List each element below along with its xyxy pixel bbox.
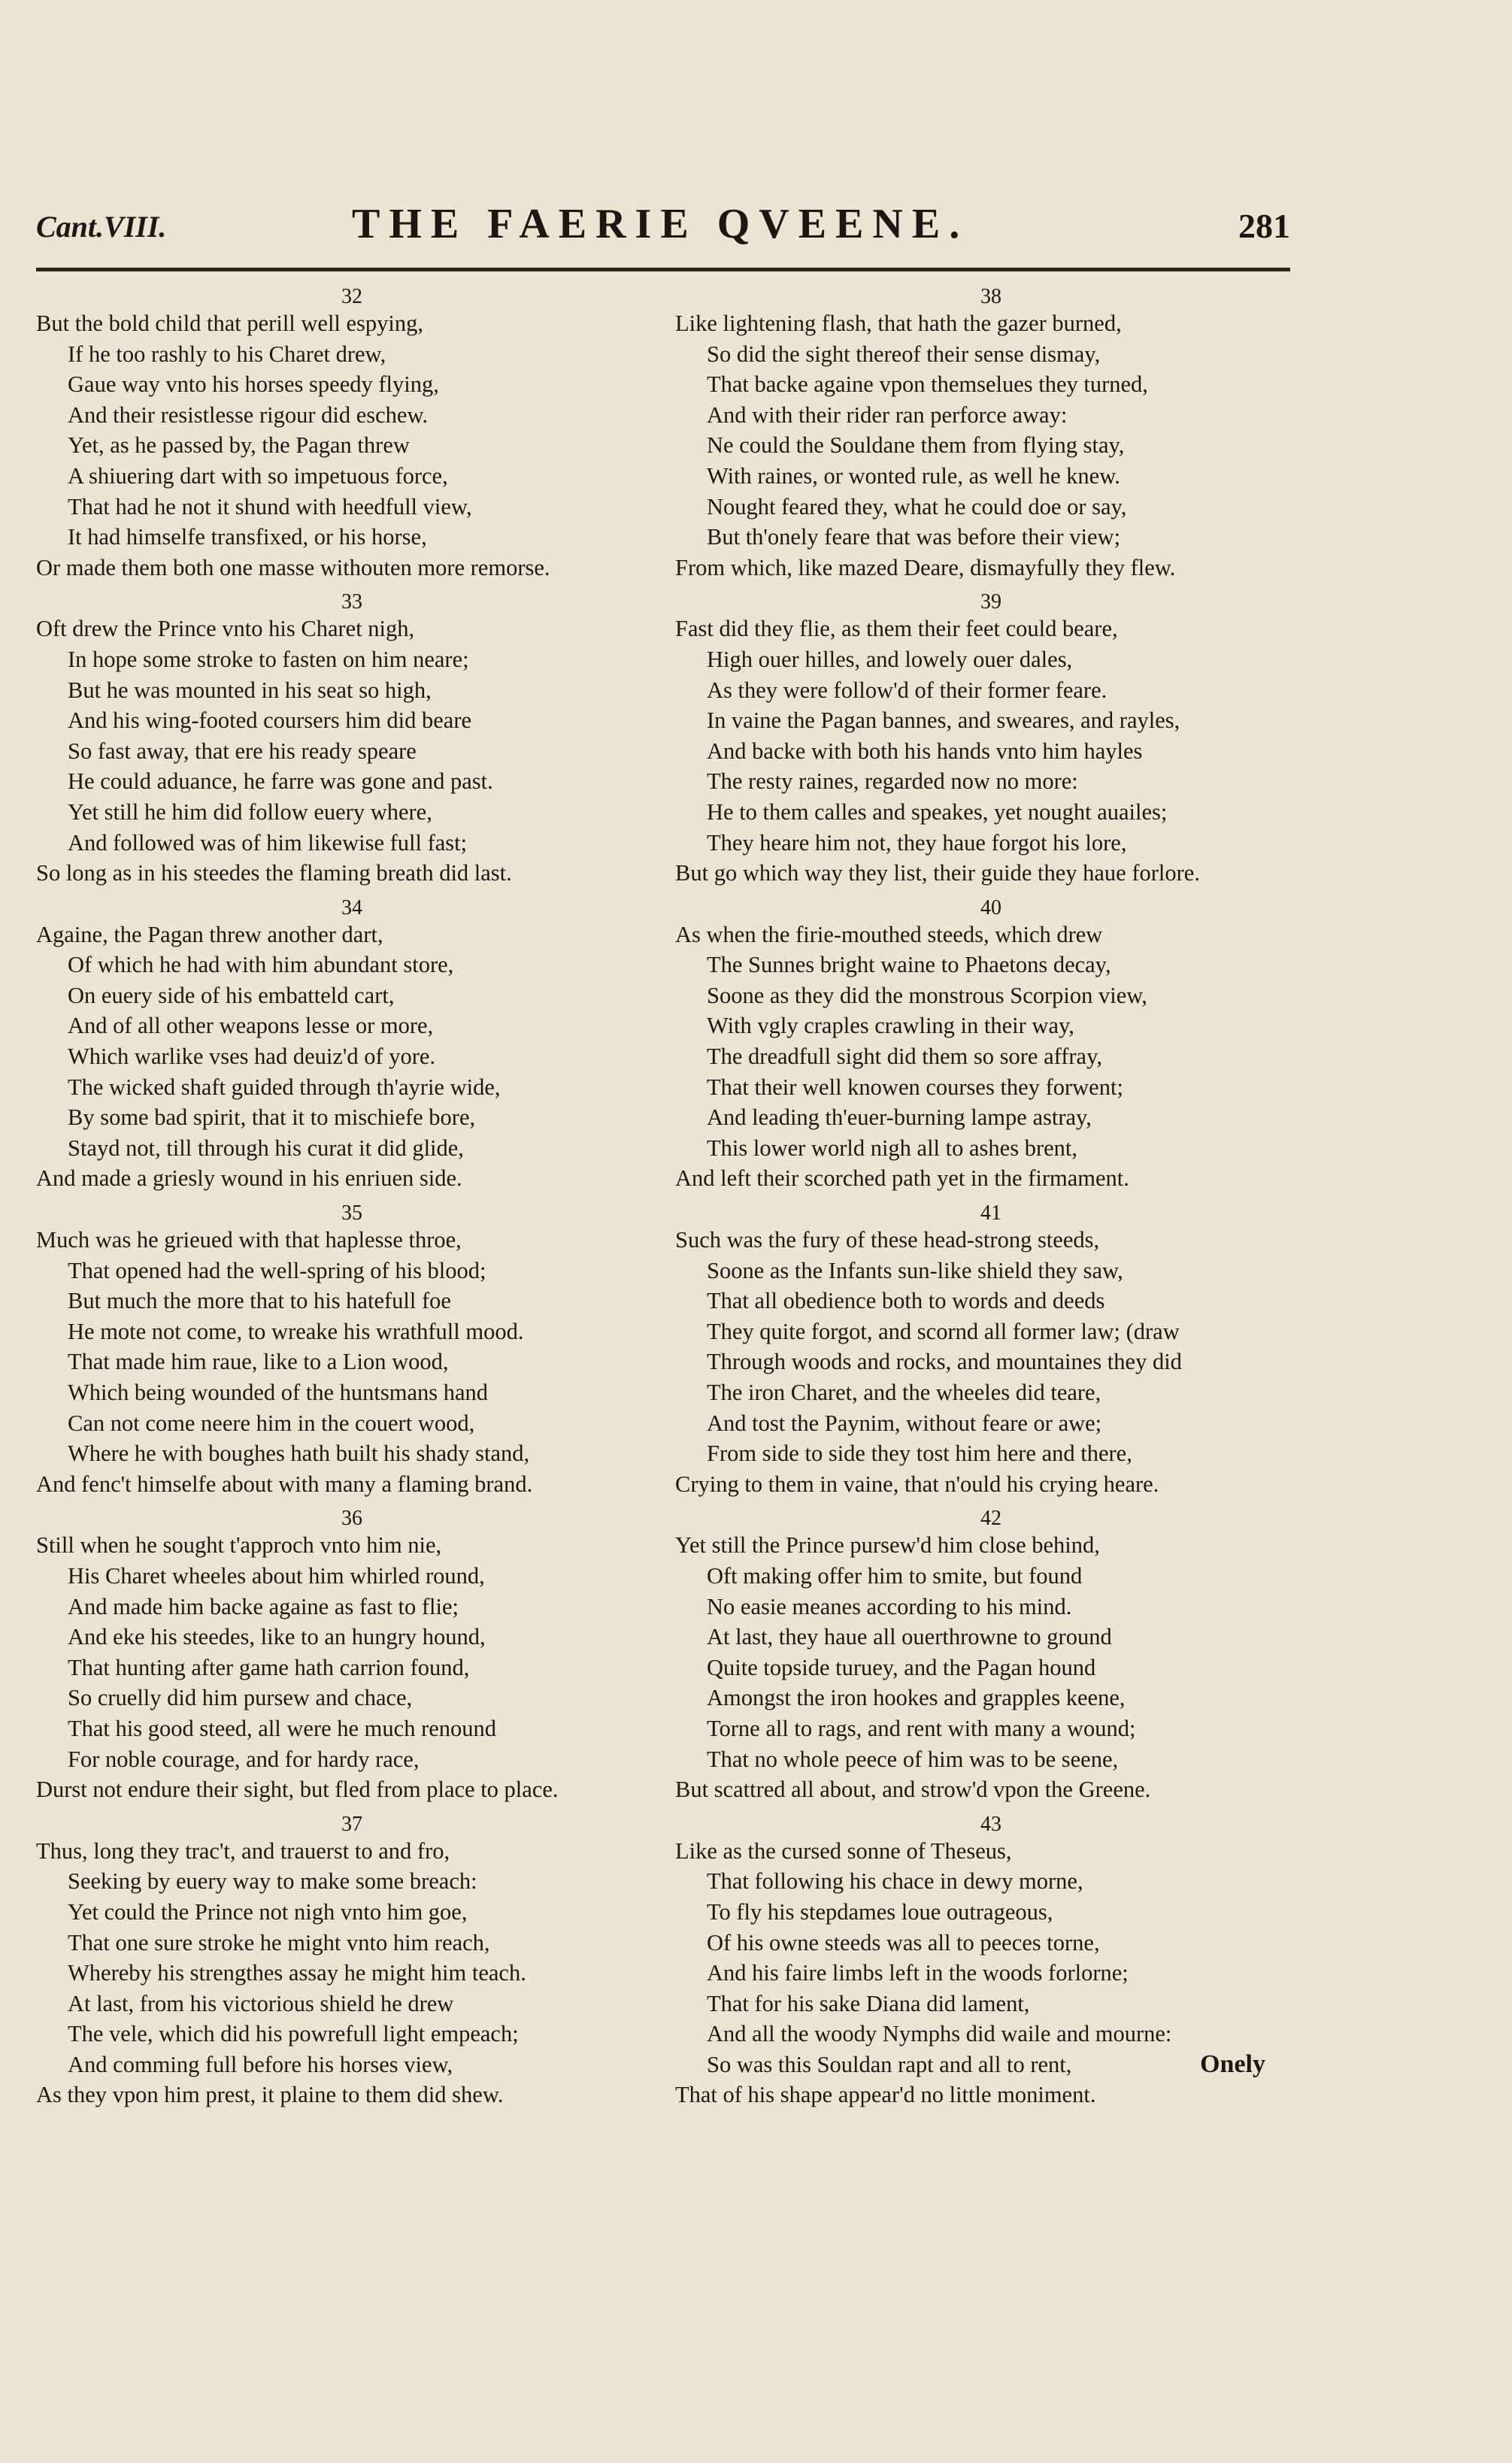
stanza — [36, 591, 668, 888]
verse-line: By some bad spirit, that it to mischiefe bore, — [68, 1104, 476, 1131]
verse-line: That their well knowen courses they forwent; — [707, 1074, 1123, 1100]
verse-line: That had he not it shund with heedfull view, — [68, 493, 472, 520]
verse-line: But th'onely feare that was before their view; — [707, 524, 1121, 550]
verse-line: So cruelly did him pursew and chace, — [68, 1685, 413, 1711]
verse-line: At last, from his victorious shield he drew — [68, 1990, 454, 2016]
verse-line: Fast did they flie, as them their feet could beare, — [675, 616, 1118, 642]
verse-line: Quite topside turuey, and the Pagan hound — [707, 1654, 1096, 1680]
stanza-number: 43 — [980, 1812, 1001, 1836]
verse-line: With raines, or wonted rule, as well he knew. — [707, 462, 1120, 489]
verse-line: And their resistlesse rigour did eschew. — [68, 401, 429, 428]
verse-line: In hope some stroke to fasten on him neare; — [68, 646, 469, 672]
verse-line: Of which he had with him abundant store, — [68, 952, 454, 978]
verse-line: As they vpon him prest, it plaine to them did shew. — [36, 2082, 504, 2108]
verse-line: That opened had the well-spring of his blood; — [68, 1257, 486, 1283]
verse-line: Yet could the Prince not nigh vnto him goe, — [68, 1898, 468, 1925]
verse-line: And eke his steedes, like to an hungry hound, — [68, 1624, 486, 1650]
running-header — [36, 200, 1290, 250]
stanza-number: 32 — [341, 285, 362, 308]
verse-line: But the bold child that perill well espying, — [36, 311, 424, 336]
stanza-number: 40 — [980, 895, 1001, 919]
verse-line: The resty raines, regarded now no more: — [707, 768, 1078, 795]
verse-line: They heare him not, they haue forgot his lore, — [707, 829, 1127, 856]
verse-line: The Sunnes bright waine to Phaetons decay, — [707, 952, 1111, 978]
verse-line: That one sure stroke he might vnto him reach, — [68, 1929, 490, 1956]
verse-line: That backe againe vpon themselues they turned, — [707, 371, 1148, 398]
verse-line: And of all other weapons lesse or more, — [68, 1013, 434, 1039]
verse-line: So long as in his steedes the flaming breath did last. — [36, 860, 512, 886]
stanza — [675, 1202, 1307, 1499]
verse-line: Nought feared they, what he could doe or say, — [707, 493, 1127, 520]
book-title: THE FAERIE QVEENE. — [352, 201, 969, 247]
verse-line: Still when he sought t'approch vnto him nie, — [36, 1532, 442, 1559]
verse-line: That following his chace in dewy morne, — [707, 1868, 1083, 1895]
left-column — [36, 286, 668, 2119]
verse-line: Which warlike vses had deuiz'd of yore. — [68, 1044, 436, 1070]
verse-line: His Charet wheeles about him whirled round, — [68, 1562, 485, 1589]
verse-line: But much the more that to his hatefull foe — [68, 1288, 451, 1314]
verse-line: High ouer hilles, and lowely ouer dales, — [707, 646, 1073, 672]
verse-line: Yet still he him did follow euery where, — [68, 798, 432, 825]
verse-line: But he was mounted in his seat so high, — [68, 677, 432, 703]
verse-line: Oft making offer him to smite, but found — [707, 1562, 1083, 1589]
verse-line: Such was the fury of these head-strong steeds, — [675, 1227, 1100, 1253]
verse-line: Through woods and rocks, and mountaines they did — [707, 1349, 1182, 1375]
stanza-number: 33 — [341, 590, 362, 614]
verse-line: So did the sight thereof their sense dismay, — [707, 341, 1101, 367]
verse-line: But scattred all about, and strow'd vpon the Greene. — [675, 1777, 1151, 1803]
verse-line: And made him backe againe as fast to flie; — [68, 1593, 459, 1619]
stanza — [675, 591, 1307, 888]
verse-line: That of his shape appear'd no little moniment. — [675, 2082, 1096, 2108]
stanza-number: 42 — [980, 1507, 1001, 1531]
verse-line: Much was he grieued with that haplesse throe, — [36, 1227, 462, 1253]
verse-line: Of his owne steeds was all to peeces torne, — [707, 1929, 1100, 1956]
verse-line: In vaine the Pagan bannes, and sweares, and rayles, — [707, 707, 1180, 734]
stanza — [36, 897, 668, 1194]
stanza-number: 36 — [341, 1507, 362, 1531]
verse-line: But go which way they list, their guide they haue forlore. — [675, 860, 1200, 886]
verse-line: They quite forgot, and scornd all former law; (draw — [707, 1318, 1180, 1344]
verse-line: That all obedience both to words and deeds — [707, 1288, 1105, 1314]
right-column — [675, 286, 1307, 2119]
verse-line: Againe, the Pagan threw another dart, — [36, 921, 383, 947]
verse-line: Thus, long they trac't, and trauerst to and fro, — [36, 1837, 450, 1864]
catchword: Onely — [1200, 2050, 1265, 2078]
verse-line: Torne all to rags, and rent with many a wound; — [707, 1715, 1136, 1741]
stanza — [36, 1507, 668, 1804]
verse-line: Ne could the Souldane them from flying stay, — [707, 432, 1125, 459]
verse-line: Can not come neere him in the couert wood, — [68, 1410, 475, 1436]
verse-line: And his wing-footed coursers him did beare — [68, 707, 472, 734]
stanza-number: 35 — [341, 1201, 362, 1225]
verse-line: That his good steed, all were he much renound — [68, 1715, 497, 1741]
verse-line: Gaue way vnto his horses speedy flying, — [68, 371, 439, 398]
verse-line: Soone as the Infants sun-like shield they saw, — [707, 1257, 1123, 1283]
verse-line: Which being wounded of the huntsmans hand — [68, 1380, 489, 1405]
verse-line: So fast away, that ere his ready speare — [68, 738, 417, 764]
verse-line: And his faire limbs left in the woods forlorne; — [707, 1960, 1129, 1986]
verse-line: That no whole peece of him was to be seene, — [707, 1746, 1119, 1772]
stanza — [675, 286, 1307, 583]
verse-line: Oft drew the Prince vnto his Charet nigh, — [36, 616, 415, 642]
page-number: 281 — [1238, 207, 1290, 245]
verse-line: From side to side they tost him here and there, — [707, 1441, 1132, 1467]
verse-line: From which, like mazed Deare, dismayfully they flew. — [675, 554, 1176, 580]
verse-line: Stayd not, till through his curat it did glide, — [68, 1135, 464, 1161]
verse-line: A shiuering dart with so impetuous force, — [68, 462, 448, 489]
verse-line: Like lightening flash, that hath the gazer burned, — [675, 311, 1122, 336]
verse-line: Where he with boughes hath built his shady stand, — [68, 1441, 530, 1467]
verse-line: If he too rashly to his Charet drew, — [68, 341, 386, 367]
verse-line: That for his sake Diana did lament, — [707, 1990, 1030, 2016]
verse-line: He mote not come, to wreake his wrathfull mood. — [68, 1318, 524, 1344]
stanza — [36, 286, 668, 583]
verse-line: And left their scorched path yet in the firmament. — [675, 1165, 1129, 1192]
stanza-number: 39 — [980, 590, 1001, 614]
verse-line: Yet still the Prince pursew'd him close behind, — [675, 1532, 1100, 1559]
verse-line: No easie meanes according to his mind. — [707, 1593, 1072, 1619]
verse-line: The vele, which did his powrefull light empeach; — [68, 2021, 519, 2047]
verse-line: Soone as they did the monstrous Scorpion view, — [707, 982, 1147, 1008]
verse-line: For noble courage, and for hardy race, — [68, 1746, 420, 1772]
verse-line: The dreadfull sight did them so sore affray, — [707, 1044, 1102, 1070]
verse-line: As when the firie-mouthed steeds, which drew — [675, 921, 1103, 947]
verse-line: As they were follow'd of their former feare. — [707, 677, 1107, 703]
verse-line: Amongst the iron hookes and grapples keene, — [707, 1685, 1126, 1711]
verse-line: Yet, as he passed by, the Pagan threw — [68, 432, 410, 459]
verse-line: Like as the cursed sonne of Theseus, — [675, 1837, 1012, 1864]
stanza-number: 41 — [980, 1201, 1001, 1225]
verse-line: So was this Souldan rapt and all to rent, — [707, 2051, 1072, 2077]
verse-line: At last, they haue all ouerthrowne to ground — [707, 1624, 1112, 1650]
stanza-number: 38 — [980, 285, 1001, 308]
stanza — [675, 897, 1307, 1194]
verse-line: And made a griesly wound in his enriuen side. — [36, 1165, 462, 1192]
verse-line: And with their rider ran perforce away: — [707, 401, 1068, 428]
verse-line: Or made them both one masse withouten more remorse. — [36, 554, 550, 580]
verse-line: With vgly craples crawling in their way, — [707, 1013, 1074, 1039]
canto-label: Cant.VIII. — [36, 210, 167, 244]
verse-line: And all the woody Nymphs did waile and mourne: — [707, 2021, 1172, 2047]
header-rule — [36, 268, 1290, 271]
verse-line: And tost the Paynim, without feare or awe; — [707, 1410, 1102, 1436]
verse-line: And leading th'euer-burning lampe astray, — [707, 1104, 1092, 1131]
verse-line: To fly his stepdames loue outrageous, — [707, 1898, 1053, 1925]
verse-line: He could aduance, he farre was gone and past. — [68, 768, 493, 795]
verse-line: He to them calles and speakes, yet nought auailes; — [707, 798, 1168, 825]
verse-line: Whereby his strengthes assay he might him teach. — [68, 1960, 526, 1986]
stanza — [36, 1813, 668, 2110]
verse-line: This lower world nigh all to ashes brent, — [707, 1135, 1077, 1161]
stanza — [675, 1507, 1307, 1804]
verse-line: And comming full before his horses view, — [68, 2051, 453, 2077]
stanza-number: 37 — [341, 1812, 362, 1836]
verse-line: The wicked shaft guided through th'ayrie wide, — [68, 1074, 501, 1100]
stanza — [36, 1202, 668, 1499]
verse-line: That hunting after game hath carrion found, — [68, 1654, 470, 1680]
verse-line: The iron Charet, and the wheeles did teare, — [707, 1380, 1101, 1405]
verse-line: And fenc't himselfe about with many a flaming brand. — [36, 1471, 533, 1497]
verse-line: Durst not endure their sight, but fled from place to place. — [36, 1777, 559, 1803]
stanza-number: 34 — [341, 895, 362, 919]
verse-line: That made him raue, like to a Lion wood, — [68, 1349, 449, 1375]
verse-line: It had himselfe transfixed, or his horse, — [68, 524, 427, 550]
verse-line: On euery side of his embatteld cart, — [68, 982, 395, 1008]
verse-line: Crying to them in vaine, that n'ould his crying heare. — [675, 1471, 1159, 1497]
verse-line: And backe with both his hands vnto him hayles — [707, 738, 1143, 764]
verse-line: Seeking by euery way to make some breach: — [68, 1868, 477, 1895]
verse-line: And followed was of him likewise full fast; — [68, 829, 468, 856]
